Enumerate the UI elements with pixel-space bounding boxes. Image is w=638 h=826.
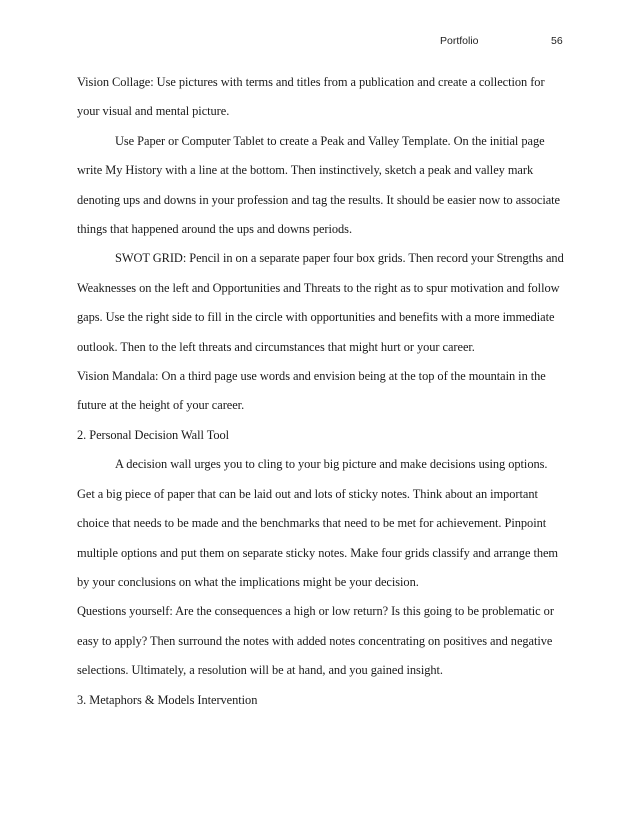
paragraph-questions: Questions yourself: Are the consequences a high or low return? Is this going to be problematic or easy to apply? Then surround the notes with added notes concentrating on positives and negative selections. Ultimately, a resolution will be at hand, and you gained insight. (77, 604, 554, 678)
paragraph-vision-collage: Vision Collage: Use pictures with terms and titles from a publication and create a collection for your visual and mental picture. (77, 75, 545, 119)
section-heading-metaphors: 3. Metaphors & Models Intervention (77, 692, 258, 707)
running-title: Portfolio (440, 35, 479, 47)
paragraph-vision-mandala: Vision Mandala: On a third page use words and envision being at the top of the mountain in the future at the height of your career. (77, 369, 546, 413)
page-header (0, 35, 638, 51)
section-heading-decision-wall: 2. Personal Decision Wall Tool (77, 427, 230, 442)
paragraph-peak-valley: Use Paper or Computer Tablet to create a Peak and Valley Template. On the initial page write My History with a line at the bottom. Then instinctively, sketch a peak and valley mark denoting ups and downs in your profession and tag the results. It should be easier now to associate things that happened around the ups and downs periods. (77, 133, 561, 237)
page-number: 56 (551, 35, 563, 47)
paragraph-decision-wall: A decision wall urges you to cling to your big picture and make decisions using options. Get a big piece of paper that can be laid out and lots of sticky notes. Think about an important choice that needs to be made and the benchmarks that need to be met for achievement. Pinpoint multiple options and put them on separate sticky notes. Make four grids classify and arrange them by your conclusions on what the implications might be your decision. (77, 457, 559, 589)
paragraph-swot-grid: SWOT GRID: Pencil in on a separate paper four box grids. Then record your Strengths and Weaknesses on the left and Opportunities and Threats to the right as to spur motivation and follow gaps. Use the right side to fill in the circle with opportunities and benefits with a more immediate outlook. Then to the left threats and circumstances that might hurt or your career. (77, 251, 564, 354)
body-text (77, 68, 567, 715)
